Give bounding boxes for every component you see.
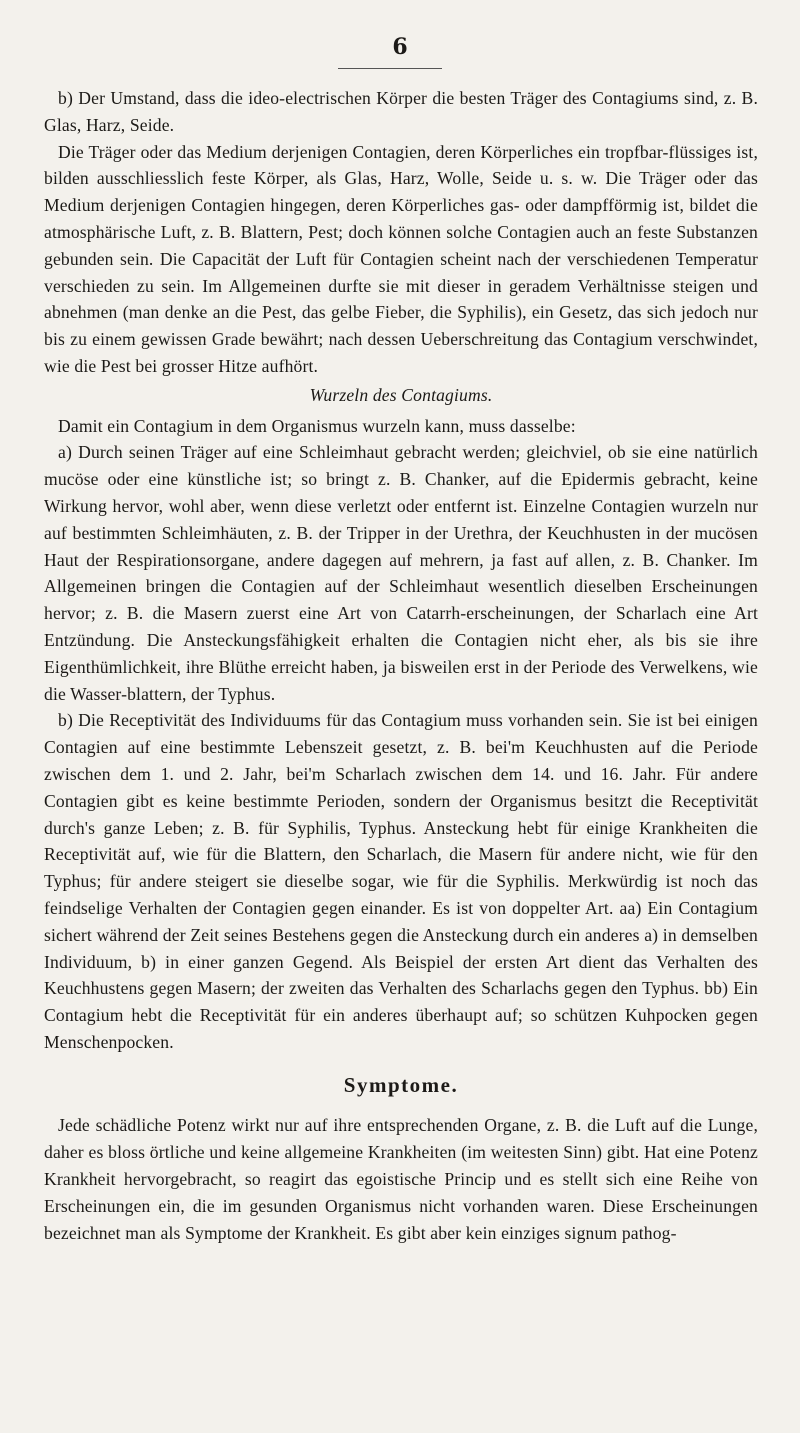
section-heading-wurzeln: Wurzeln des Contagiums. [309,384,493,405]
section-heading-symptome: Symptome. [343,1072,459,1097]
body-text [44,85,758,1246]
header-rule [338,68,442,70]
paragraph-damit: Damit ein Contagium in dem Organismus wurzeln kann, muss dasselbe: [58,415,576,436]
page-number: 6 [392,34,408,60]
paragraph-b-receptivitaet: b) Die Receptivität des Individuums für das Contagium muss vorhanden sein. Sie ist bei einigen Contagien auf eine bestimmte Lebenszeit gesetzt, z. B. bei'm Keuchhusten auf die Periode zwischen dem 1. und 2. Jahr, bei'm Scharlach zwischen dem 14. und 16. Jahr. Für andere Contagien gibt es keine bestimmte Perioden, sondern der Organismus besitzt die Receptivität durch's ganze Leben; z. B. für Syphilis, Typhus. Ansteckung hebt für einige Krankheiten die Receptivität auf, wie für die Blattern, den Scharlach, die Masern für andere nicht, wie für den Typhus; für andere steigert sie dieselbe sogar, wie für die Syphilis. Merkwürdig ist noch das feindselige Verhalten der Contagien gegen einander. Es ist von doppelter Art. aa) Ein Contagium sichert während der Zeit seines Bestehens gegen die Ansteckung durch ein anderes a) in demselben Individuum, b) in einer ganzen Gegend. Als Beispiel der ersten Art dient das Verhalten des Keuchhustens gegen Masern; der zweiten das Verhalten des Scharlachs gegen den Typhus. bb) Ein Contagium hebt die Receptivität für ein anderes überhaupt auf; so schützen Kuhpocken gegen Menschenpocken. [44,710,758,1052]
paragraph-symptome: Jede schädliche Potenz wirkt nur auf ihre entsprechenden Organe, z. B. die Luft auf die Lunge, daher es bloss örtliche und keine allgemeine Krankheiten (im weitesten Sinn) gibt. Hat eine Potenz Krankheit hervorgebracht, so reagirt das egoistische Princip und es stellt sich eine Reihe von Erscheinungen ein, die im gesunden Organismus nicht vorhanden waren. Diese Erscheinungen bezeichnet man als Symptome der Krankheit. Es gibt aber kein einziges signum pathog- [44,1115,758,1243]
paragraph-traeger: Die Träger oder das Medium derjenigen Contagien, deren Körperliches ein tropfbar-flüssiges ist, bilden ausschliesslich feste Körper, als Glas, Harz, Wolle, Seide u. s. w. Die Träger oder das Medium derjenigen Contagien hingegen, deren Körperliches gas- oder dampfförmig ist, bildet die atmosphärische Luft, z. B. Blattern, Pest; doch können solche Contagien auch an feste Substanzen gebunden sein. Die Capacität der Luft für Contagien scheint nach der verschiedenen Temperatur verschieden zu sein. Im Allgemeinen durfte sie mit dieser in geradem Verhältnisse steigen und abnehmen (man denke an die Pest, das gelbe Fieber, die Syphilis), ein Gesetz, das sich jedoch nur bis zu einem gewissen Grade bewährt; nach dessen Ueberschreitung das Contagium verschwindet, wie die Pest bei grosser Hitze aufhört. [44,141,758,376]
paragraph-a-schleimhaut: a) Durch seinen Träger auf eine Schleimhaut gebracht werden; gleichviel, ob sie eine natürlich mucöse oder eine künstliche ist; so bringt z. B. Chanker, auf die Epidermis gebracht, keine Wirkung hervor, wohl aber, wenn diese verletzt oder entfernt ist. Einzelne Contagien wurzeln nur auf bestimmten Schleimhäuten, z. B. der Tripper in der Urethra, der Keuchhusten in der mucösen Haut der Respirationsorgane, andere dagegen auf mehrern, ja fast auf allen, z. B. Chanker. Im Allgemeinen bringen die Contagien auf der Schleimhaut wesentlich dieselben Erscheinungen hervor; z. B. die Masern zuerst eine Art von Catarrh-erscheinungen, der Scharlach eine Art Entzündung. Die Ansteckungsfähigkeit erhalten die Contagien nicht eher, als bis sie ihre Eigenthümlichkeit, ihre Blüthe erreicht haben, ja bisweilen erst in der Periode des Verwelkens, wie die Wasser-blattern, der Typhus. [44,442,758,704]
paragraph-b-umstand: b) Der Umstand, dass die ideo-electrischen Körper die besten Träger des Contagiums sind, z. B. Glas, Harz, Seide. [44,88,758,135]
